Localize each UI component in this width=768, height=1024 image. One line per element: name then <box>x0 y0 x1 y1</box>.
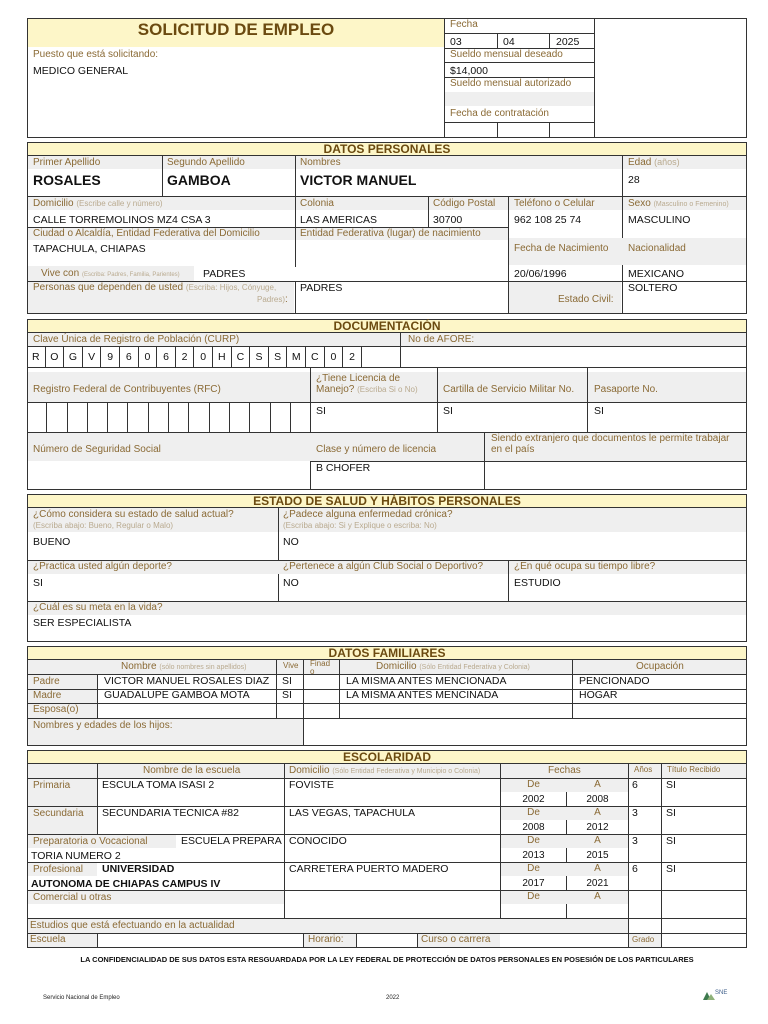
primaria-a-label: A <box>594 779 601 790</box>
edad-label <box>628 157 680 168</box>
divider <box>295 197 296 227</box>
divider <box>284 764 285 919</box>
curp-char[interactable]: 2 <box>176 347 195 367</box>
licencia-hint: (Escriba Si o No) <box>357 385 418 394</box>
curp-char[interactable]: 0 <box>139 347 158 367</box>
curp-char[interactable]: 6 <box>120 347 139 367</box>
rfc-char-box[interactable] <box>88 403 108 433</box>
comercial-de-label: De <box>527 891 540 902</box>
profesional-escuela[interactable]: UNIVERSIDAD <box>102 863 175 875</box>
secundaria-titulo[interactable]: SI <box>666 807 676 819</box>
secundaria-a-label: A <box>594 807 601 818</box>
madre-domicilio[interactable]: LA MISMA ANTES MENCINADA <box>346 689 499 701</box>
curp-char[interactable]: H <box>213 347 232 367</box>
curp-char[interactable]: V <box>83 347 102 367</box>
fecha-nac-value[interactable]: 20/06/1996 <box>514 268 567 280</box>
club-label: ¿Pertenece a algún Club Social o Deportivo? <box>283 561 484 572</box>
ciudad-label: Ciudad o Alcaldía, Entidad Federativa del Domicilio <box>33 228 260 239</box>
licencia-label: ¿Tiene Licencia de <box>316 373 401 384</box>
col-vive-header: Vive <box>283 661 299 670</box>
comercial-a-label: A <box>594 891 601 902</box>
padre-domicilio[interactable]: LA MISMA ANTES MENCIONADA <box>346 675 507 687</box>
col-domicilio-header <box>376 661 530 672</box>
salud-header: ESTADO DE SALUD Y HÁBITOS PERSONALES <box>27 494 747 508</box>
rfc-char-box[interactable] <box>271 403 291 433</box>
col-finado-header: Finad o <box>310 660 331 674</box>
primaria-de-label: De <box>527 779 540 790</box>
rfc-label: Registro Federal de Contribuyentes (RFC) <box>33 384 221 395</box>
preparatoria-label: Preparatoria o Vocacional <box>33 836 148 847</box>
col-nombre-text: Nombre <box>121 661 157 672</box>
profesional-a[interactable]: 2021 <box>586 878 609 889</box>
col-anos-header: Años <box>634 765 653 774</box>
deporte-label: ¿Practica usted algún deporte? <box>33 561 172 572</box>
divider <box>97 764 98 834</box>
rfc-char-box[interactable] <box>27 403 47 433</box>
primaria-titulo[interactable]: SI <box>666 779 676 791</box>
club-value[interactable]: NO <box>283 577 299 589</box>
vive-con-hint: (Escriba: Padres, Familia, Parientes) <box>81 272 180 278</box>
fecha-contratacion-label: Fecha de contratación <box>450 108 549 119</box>
profesional-anos[interactable]: 6 <box>632 863 638 875</box>
col-fechas-header: Fechas <box>548 765 581 776</box>
nacionalidad-label: Nacionalidad <box>628 243 686 254</box>
secundaria-de-label: De <box>527 807 540 818</box>
primer-apellido-value[interactable]: ROSALES <box>33 172 101 188</box>
preparatoria-de[interactable]: 2013 <box>522 850 545 861</box>
curp-char[interactable]: R <box>27 347 46 367</box>
puesto-label: Puesto que está solicitando: <box>33 49 159 60</box>
domicilio-label-text: Domicilio <box>33 198 74 209</box>
fecha-day[interactable]: 03 <box>450 36 462 48</box>
madre-vive[interactable]: SI <box>282 689 292 701</box>
profesional-de-label: De <box>527 863 540 874</box>
grado-label: Grado <box>632 935 655 944</box>
col-esc-domicilio-text: Domicilio <box>289 765 330 776</box>
edad-value[interactable]: 28 <box>628 174 640 186</box>
rel-esposa: Esposa(o) <box>33 704 79 715</box>
rfc-char-box[interactable] <box>149 403 169 433</box>
privacy-notice: LA CONFIDENCIALIDAD DE SUS DATOS ESTA RESGUARDADA POR LA LEY FEDERAL DE PROTECCIÓN DE DATOS PERSONALES EN POSESIÓN DE LOS PARTICULARES <box>80 955 694 964</box>
curp-char[interactable]: 0 <box>325 347 344 367</box>
footer-left: Servicio Nacional de Empleo <box>43 995 120 1001</box>
cartilla-label: Cartilla de Servicio Militar No. <box>443 384 575 395</box>
afore-label: No de AFORE: <box>408 334 475 345</box>
divider <box>661 764 662 948</box>
padre-ocupacion[interactable]: PENCIONADO <box>579 675 650 687</box>
horario-label: Horario: <box>308 934 344 945</box>
edad-hint: (años) <box>654 157 680 167</box>
madre-ocupacion[interactable]: HOGAR <box>579 689 618 701</box>
secundaria-a[interactable]: 2012 <box>586 822 609 833</box>
cronica-value[interactable]: NO <box>283 536 299 548</box>
curp-char[interactable]: G <box>64 347 83 367</box>
pasaporte-value[interactable]: SI <box>594 405 604 417</box>
divider <box>428 197 429 227</box>
sne-logo-text: SNE <box>715 990 728 996</box>
secundaria-escuela[interactable]: SECUNDARIA TECNICA #82 <box>102 807 239 819</box>
meta-label: ¿Cuál es su meta en la vida? <box>33 602 163 613</box>
actual-label: Estudios que está efectuando en la actualidad <box>30 920 235 931</box>
nombres-value[interactable]: VICTOR MANUEL <box>300 172 417 188</box>
preparatoria-a-label: A <box>594 835 601 846</box>
estado-civil-value[interactable]: SOLTERO <box>628 282 678 294</box>
ciudad-value[interactable]: TAPACHULA, CHIAPAS <box>33 243 146 255</box>
primaria-anos[interactable]: 6 <box>632 779 638 791</box>
fecha-nac-label: Fecha de Nacimiento <box>514 243 609 254</box>
domicilio-hint: (Escribe calle y número) <box>76 199 163 208</box>
primaria-escuela[interactable]: ESCULA TOMA ISASI 2 <box>102 779 215 791</box>
col-titulo-header: Título Recibido <box>667 765 721 774</box>
curp-char[interactable]: 9 <box>101 347 120 367</box>
cartilla-value[interactable]: SI <box>443 405 453 417</box>
fecha-year[interactable]: 2025 <box>556 36 580 48</box>
cp-label: Código Postal <box>433 198 496 209</box>
sexo-label <box>628 198 729 209</box>
preparatoria-domicilio[interactable]: CONOCIDO <box>289 835 347 847</box>
documentacion-header: DOCUMENTACIÓN <box>27 319 747 333</box>
personales-header: DATOS PERSONALES <box>27 142 747 156</box>
sueldo-autorizado-field[interactable] <box>445 92 594 106</box>
col-nombre-header <box>121 661 247 672</box>
libre-label: ¿En qué ocupa su tiempo libre? <box>514 561 656 572</box>
secundaria-label: Secundaria <box>33 808 84 819</box>
divider <box>444 62 594 63</box>
puesto-value[interactable]: MEDICO GENERAL <box>33 65 129 77</box>
curp-char[interactable]: 0 <box>194 347 213 367</box>
divider <box>622 156 623 196</box>
primer-apellido-label: Primer Apellido <box>33 157 101 168</box>
divider <box>444 122 594 123</box>
curp-label: Clave Única de Registro de Población (CURP) <box>33 334 240 345</box>
col-domicilio-hint: (Sólo Entidad Federativa y Colonia) <box>419 664 530 671</box>
footer-year: 2022 <box>386 995 400 1001</box>
licencia-label-2 <box>316 384 418 395</box>
profesional-a-label: A <box>594 863 601 874</box>
telefono-value[interactable]: 962 108 25 74 <box>514 214 582 226</box>
licencia-label-2-text: Manejo? <box>316 384 355 395</box>
domicilio-label <box>33 198 163 209</box>
primaria-a[interactable]: 2008 <box>586 794 609 805</box>
deporte-value[interactable]: SI <box>33 577 43 589</box>
nombres-label: Nombres <box>300 157 341 168</box>
divider <box>356 934 357 948</box>
primaria-de[interactable]: 2002 <box>522 794 545 805</box>
curp-char[interactable]: 2 <box>343 347 362 367</box>
sexo-hint: (Masculino o Femenino) <box>653 201 729 208</box>
dependen-hint: (Escriba: Hijos, Cónyuge, <box>185 283 277 292</box>
divider <box>437 368 438 433</box>
sexo-value[interactable]: MASCULINO <box>628 214 691 226</box>
divider <box>27 367 747 368</box>
rfc-char-box[interactable] <box>189 403 209 433</box>
sueldo-deseado-value[interactable]: $14,000 <box>450 65 488 77</box>
divider <box>444 33 594 34</box>
divider <box>497 33 498 48</box>
curso-label: Curso o carrera <box>421 934 491 945</box>
divider <box>508 561 509 601</box>
preparatoria-a[interactable]: 2015 <box>586 850 609 861</box>
rfc-char-box[interactable] <box>47 403 67 433</box>
col-esc-domicilio-hint: (Sólo Entidad Federativa y Municipio o Colonia) <box>332 768 481 775</box>
edad-label-text: Edad <box>628 157 652 168</box>
colonia-value[interactable]: LAS AMERICAS <box>300 214 378 226</box>
dependen-hint-2: Padres) <box>257 295 286 304</box>
preparatoria-de-label: De <box>527 835 540 846</box>
vive-con-label <box>41 268 180 279</box>
col-escuela-header: Nombre de la escuela <box>143 765 241 776</box>
fecha-month[interactable]: 04 <box>503 36 515 48</box>
padre-nombre[interactable]: VICTOR MANUEL ROSALES DIAZ <box>104 675 270 687</box>
rfc-char-box[interactable] <box>250 403 270 433</box>
col-domicilio-text: Domicilio <box>376 661 417 672</box>
preparatoria-escuela-2[interactable]: TORIA NUMERO 2 <box>31 850 121 862</box>
secundaria-de[interactable]: 2008 <box>522 822 545 833</box>
vive-con-value[interactable]: PADRES <box>203 268 246 280</box>
rel-padre: Padre <box>33 676 60 687</box>
divider <box>278 508 279 601</box>
preparatoria-anos[interactable]: 3 <box>632 835 638 847</box>
secundaria-anos[interactable]: 3 <box>632 807 638 819</box>
rel-madre: Madre <box>33 690 62 701</box>
divider <box>295 228 296 267</box>
primaria-label: Primaria <box>33 780 71 791</box>
fecha-label: Fecha <box>450 19 478 30</box>
dependen-label-2: Padres): <box>257 294 288 305</box>
divider <box>27 703 747 704</box>
clase-licencia-label: Clase y número de licencia <box>316 444 437 455</box>
domicilio-value[interactable]: CALLE TORREMOLINOS MZ4 CSA 3 <box>33 214 211 226</box>
primaria-domicilio[interactable]: FOVISTE <box>289 779 334 791</box>
nss-label: Número de Seguridad Social <box>33 444 161 455</box>
familiares-header: DATOS FAMILIARES <box>27 646 747 660</box>
sne-logo <box>701 988 733 1004</box>
divider <box>628 764 629 948</box>
profesional-de[interactable]: 2017 <box>522 878 545 889</box>
divider <box>162 156 163 196</box>
estado-salud-label: ¿Cómo considera su estado de salud actual? <box>33 509 234 520</box>
divider <box>549 33 550 48</box>
sexo-label-text: Sexo <box>628 198 651 209</box>
escolaridad-header: ESCOLARIDAD <box>27 750 747 764</box>
divider <box>497 122 498 138</box>
segundo-apellido-value[interactable]: GAMBOA <box>167 172 231 188</box>
col-nombre-hint: (sólo nombres sin apellidos) <box>159 664 247 671</box>
profesional-label: Profesional <box>33 864 84 875</box>
hijos-label: Nombres y edades de los hijos: <box>33 720 173 731</box>
profesional-domicilio[interactable]: CARRETERA PUERTO MADERO <box>289 863 449 875</box>
madre-nombre[interactable]: GUADALUPE GAMBOA MOTA <box>104 689 250 701</box>
sueldo-autorizado-label: Sueldo mensual autorizado <box>450 78 572 89</box>
meta-value[interactable]: SER ESPECIALISTA <box>33 617 132 629</box>
rfc-char-box[interactable] <box>68 403 88 433</box>
curp-char[interactable]: S <box>269 347 288 367</box>
curp-char[interactable]: 6 <box>157 347 176 367</box>
preparatoria-escuela[interactable]: ESCUELA PREPARA <box>181 835 282 847</box>
escuela-label: Escuela <box>30 934 66 945</box>
divider <box>594 18 595 138</box>
entidad-nac-label: Entidad Federativa (lugar) de nacimiento <box>300 228 481 239</box>
divider <box>97 934 98 948</box>
licencia-value[interactable]: SI <box>316 405 326 417</box>
rfc-char-box[interactable] <box>108 403 128 433</box>
preparatoria-titulo[interactable]: SI <box>666 835 676 847</box>
dependen-label-text: Personas que dependen de usted <box>33 282 184 293</box>
estado-salud-hint: (Escriba abajo: Bueno, Regular o Malo) <box>33 521 174 530</box>
divider <box>587 368 588 433</box>
estado-civil-label: Estado Civil: <box>558 294 614 305</box>
col-ocupacion-header: Ocupación <box>636 661 684 672</box>
extranjero-label-2: en el país <box>491 444 535 455</box>
cp-value[interactable]: 30700 <box>433 214 463 226</box>
comercial-label: Comercial u otras <box>33 892 112 903</box>
sueldo-deseado-label: Sueldo mensual deseado <box>450 49 563 60</box>
divider <box>311 461 747 462</box>
curp-char[interactable]: O <box>46 347 65 367</box>
secundaria-domicilio[interactable]: LAS VEGAS, TAPACHULA <box>289 807 416 819</box>
rfc-char-box[interactable] <box>129 403 149 433</box>
form-title: SOLICITUD DE EMPLEO <box>137 20 335 39</box>
rfc-boxes <box>27 403 311 433</box>
divider <box>295 282 296 314</box>
curp-boxes <box>27 347 401 367</box>
divider <box>97 674 98 719</box>
curp-char[interactable]: C <box>306 347 325 367</box>
pasaporte-label: Pasaporte No. <box>594 384 658 395</box>
cronica-hint: (Escriba abajo: Si y Explique o escriba: No) <box>283 521 437 530</box>
profesional-titulo[interactable]: SI <box>666 863 676 875</box>
rfc-char-box[interactable] <box>230 403 250 433</box>
colonia-label: Colonia <box>300 198 334 209</box>
divider <box>303 934 304 948</box>
libre-value[interactable]: ESTUDIO <box>514 577 561 589</box>
vive-con-label-text: Vive con <box>41 268 80 279</box>
col-esc-domicilio-header <box>289 765 480 776</box>
padre-vive[interactable]: SI <box>282 675 292 687</box>
dependen-value[interactable]: PADRES <box>300 282 343 294</box>
extranjero-label: Siendo extranjero que documentos le permite trabajar <box>491 433 730 444</box>
segundo-apellido-label: Segundo Apellido <box>167 157 245 168</box>
divider <box>417 934 418 948</box>
nacionalidad-value[interactable]: MEXICANO <box>628 268 685 280</box>
estado-salud-value[interactable]: BUENO <box>33 536 71 548</box>
divider <box>295 156 296 196</box>
clase-licencia-value[interactable]: B CHOFER <box>316 462 371 474</box>
telefono-label: Teléfono o Celular <box>514 198 595 209</box>
rfc-char-box[interactable] <box>169 403 189 433</box>
curp-char[interactable]: M <box>287 347 306 367</box>
curp-char[interactable]: S <box>250 347 269 367</box>
cronica-label: ¿Padece alguna enfermedad crónica? <box>283 509 453 520</box>
rfc-char-box[interactable] <box>210 403 230 433</box>
profesional-escuela-2[interactable]: AUTONOMA DE CHIAPAS CAMPUS IV <box>31 878 221 890</box>
dependen-label <box>33 282 276 293</box>
divider <box>444 18 445 138</box>
curp-char[interactable]: C <box>232 347 251 367</box>
divider <box>549 122 550 138</box>
